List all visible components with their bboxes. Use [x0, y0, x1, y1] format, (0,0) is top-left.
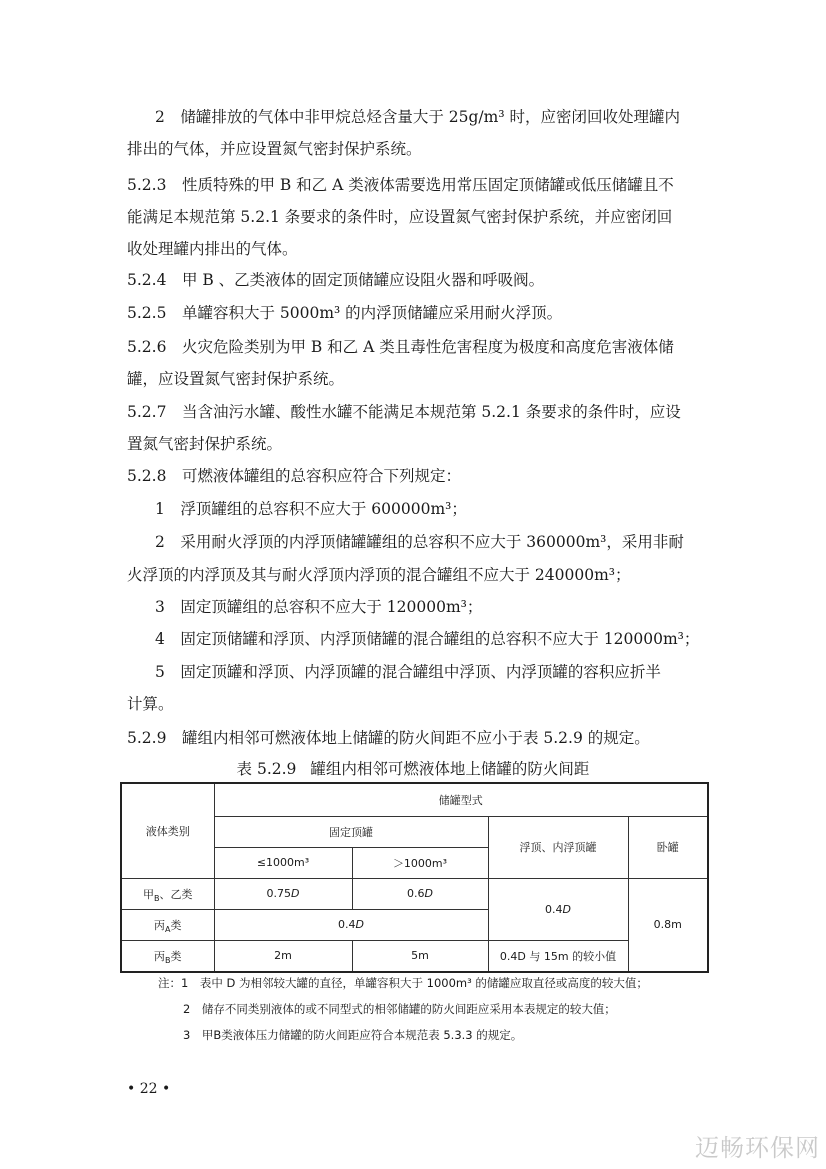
body-line: 火浮顶的内浮顶及其与耐火浮顶内浮顶的混合罐组不应大于 240000m³；	[127, 566, 631, 584]
watermark: 迈畅环保网	[695, 1134, 820, 1162]
body-line: 2 储罐排放的气体中非甲烷总烃含量大于 25g/m³ 时，应密闭回收处理罐内	[155, 108, 680, 126]
row-label-class-bing-b: 丙$_B$类	[121, 940, 214, 972]
table-cell: 0.8m	[628, 878, 708, 972]
clause-5-2-9: 5.2.9 罐组内相邻可燃液体地上储罐的防火间距不应小于表 5.2.9 的规定。	[127, 729, 650, 747]
table-cell: 0.75D	[214, 878, 352, 909]
header-floating-roof: 浮顶、内浮顶罐	[488, 816, 628, 878]
table-cell: 0.4D 与 15m 的较小值	[488, 940, 628, 972]
body-line: 收处理罐内排出的气体。	[127, 240, 298, 258]
list-item: 3 固定顶罐组的总容积不应大于 120000m³；	[155, 598, 483, 616]
list-item: 4 固定顶储罐和浮顶、内浮顶储罐的混合罐组的总容积不应大于 120000m³；	[155, 630, 700, 648]
table-cell: 5m	[352, 940, 488, 972]
row-label-class-bing-a: 丙$_A$类	[121, 909, 214, 940]
page-number: • 22 •	[127, 1081, 171, 1097]
header-gt-1000: ＞1000m³	[352, 847, 488, 878]
table-note-2: 2 储存不同类别液体的或不同型式的相邻储罐的防火间距应采用本表规定的较大值；	[183, 1002, 616, 1016]
body-line: 罐，应设置氮气密封保护系统。	[127, 370, 345, 388]
row-label-class-jia-b-yi: 甲$_B$、乙类	[121, 878, 214, 909]
clause-5-2-4: 5.2.4 甲 B 、乙类液体的固定顶储罐应设阻火器和呼吸阀。	[127, 271, 545, 289]
table-number: 表 5.2.9	[236, 760, 297, 778]
body-line: 计算。	[127, 695, 174, 713]
spacing-table	[120, 782, 709, 973]
table-cell: 2m	[214, 940, 352, 972]
list-item: 1 浮顶罐组的总容积不应大于 600000m³；	[155, 500, 467, 518]
body-line: 置氮气密封保护系统。	[127, 435, 283, 453]
table-caption	[0, 759, 826, 779]
body-line: 排出的气体，并应设置氮气密封保护系统。	[127, 140, 422, 158]
header-tank-type: 储罐型式	[214, 783, 708, 816]
table-note-1: 注：1 表中 D 为相邻较大罐的直径，单罐容积大于 1000m³ 的储罐应取直径或高度的较大值；	[158, 976, 648, 990]
clause-5-2-5: 5.2.5 单罐容积大于 5000m³ 的内浮顶储罐应采用耐火浮顶。	[127, 304, 563, 322]
table-title: 罐组内相邻可燃液体地上储罐的防火间距	[310, 760, 590, 778]
list-item: 2 采用耐火浮顶的内浮顶储罐罐组的总容积不应大于 360000m³，采用非耐	[155, 533, 684, 551]
clause-5-2-6: 5.2.6 火灾危险类别为甲 B 和乙 A 类且毒性危害程度为极度和高度危害液体储	[127, 338, 674, 356]
table-note-3: 3 甲B类液体压力储罐的防火间距应符合本规范表 5.3.3 的规定。	[183, 1028, 523, 1042]
header-liquid-category: 液体类别	[121, 783, 214, 878]
table-cell: 0.6D	[352, 878, 488, 909]
table-cell: 0.4D	[214, 909, 488, 940]
body-line: 能满足本规范第 5.2.1 条要求的条件时，应设置氮气密封保护系统，并应密闭回	[127, 208, 673, 226]
header-fixed-roof: 固定顶罐	[214, 816, 488, 847]
clause-5-2-3: 5.2.3 性质特殊的甲 B 和乙 A 类液体需要选用常压固定顶储罐或低压储罐且不	[127, 176, 674, 194]
header-le-1000: ≤1000m³	[214, 847, 352, 878]
list-item: 5 固定顶罐和浮顶、内浮顶罐的混合罐组中浮顶、内浮顶罐的容积应折半	[155, 663, 661, 681]
header-horizontal-tank: 卧罐	[628, 816, 708, 878]
clause-5-2-7: 5.2.7 当含油污水罐、酸性水罐不能满足本规范第 5.2.1 条要求的条件时，应设	[127, 403, 681, 421]
table-cell: 0.4D	[488, 878, 628, 940]
clause-5-2-8: 5.2.8 可燃液体罐组的总容积应符合下列规定：	[127, 467, 461, 485]
